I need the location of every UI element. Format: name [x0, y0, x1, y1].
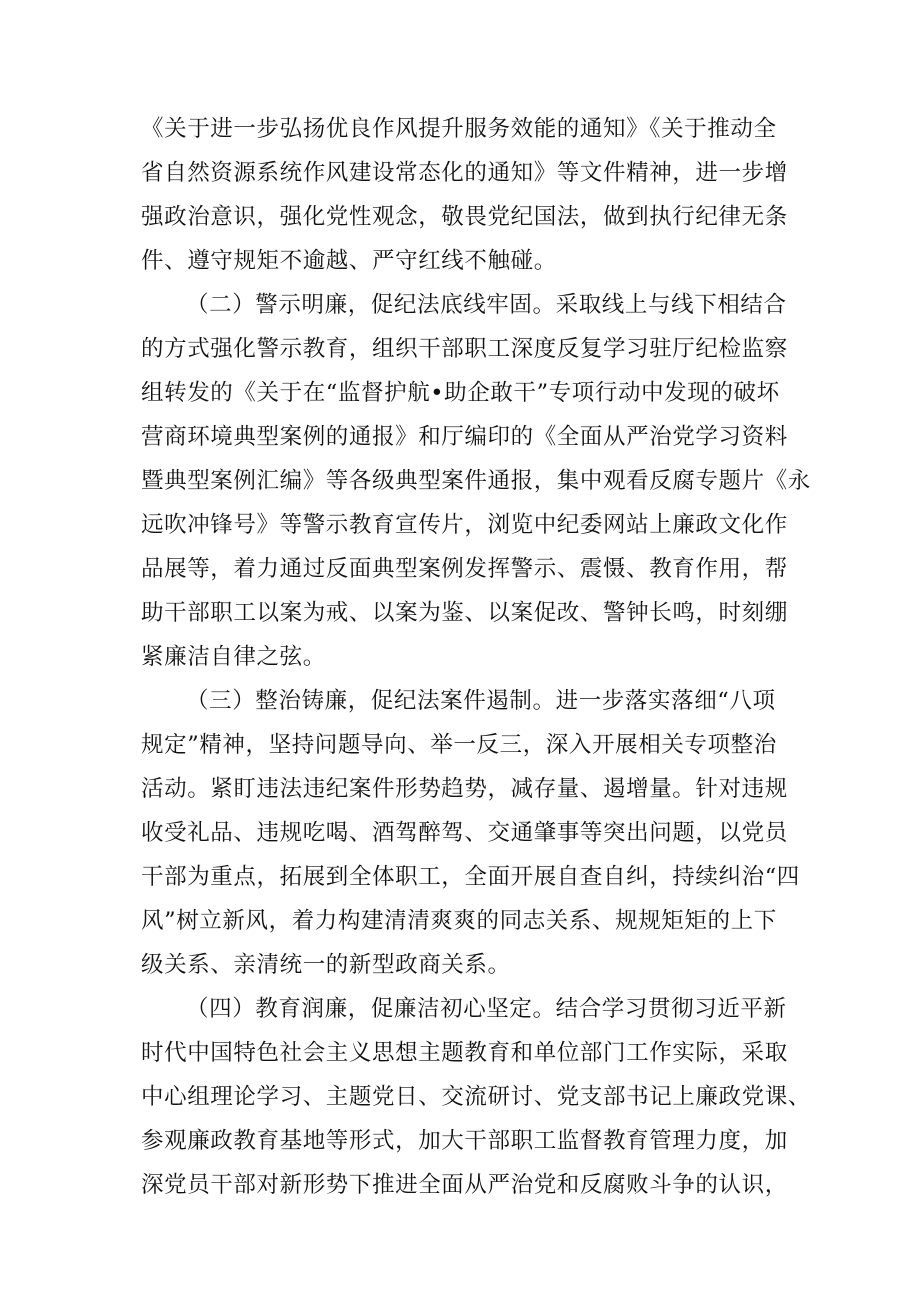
section-heading-line: （四）教育润廉，促廉洁初心坚定。结合学习贯彻习近平新: [186, 996, 787, 1022]
text-line: 强政治意识，强化党性观念，敬畏党纪国法，做到执行纪律无条: [141, 204, 788, 230]
text-line: 紧廉洁自律之弦。: [141, 644, 326, 670]
text-line: 省自然资源系统作风建设常态化的通知》等文件精神，进一步增: [141, 160, 788, 186]
text-line: 暨典型案例汇编》等各级典型案件通报，集中观看反腐专题片《永: [141, 468, 811, 494]
text-line: 远吹冲锋号》等警示教育宣传片，浏览中纪委网站上廉政文化作: [141, 512, 788, 538]
text-line: 级关系、亲清统一的新型政商关系。: [141, 952, 511, 978]
text-line: 营商环境典型案例的通报》和厅编印的《全面从严治党学习资料: [141, 424, 788, 450]
text-line: 收受礼品、违规吃喝、酒驾醉驾、交通肇事等突出问题，以党员: [141, 820, 788, 846]
text-line: 组转发的《关于在“监督护航•助企敢干”专项行动中发现的破坏: [141, 380, 780, 406]
section-heading-line: （二）警示明廉，促纪法底线牢固。采取线上与线下相结合: [186, 292, 787, 318]
text-line: 的方式强化警示教育，组织干部职工深度反复学习驻厅纪检监察: [141, 336, 788, 362]
text-line: 活动。紧盯违法违纪案件形势趋势，减存量、遏增量。针对违规: [141, 776, 788, 802]
text-line: 《关于进一步弘扬优良作风提升服务效能的通知》《关于推动全: [141, 116, 777, 142]
text-line: 干部为重点，拓展到全体职工，全面开展自查自纠，持续纠治“四: [141, 864, 800, 890]
text-line: 时代中国特色社会主义思想主题教育和单位部门工作实际，采取: [141, 1040, 788, 1066]
text-line: 参观廉政教育基地等形式，加大干部职工监督教育管理力度，加: [141, 1128, 788, 1154]
text-line: 助干部职工以案为戒、以案为鉴、以案促改、警钟长鸣，时刻绷: [141, 600, 788, 626]
text-line: 件、遵守规矩不逾越、严守红线不触碰。: [141, 248, 557, 274]
text-line: 中心组理论学习、主题党日、交流研讨、党支部书记上廉政党课、: [141, 1084, 811, 1110]
text-line: 规定”精神，坚持问题导向、举一反三，深入开展相关专项整治: [141, 732, 777, 758]
text-line: 品展等，着力通过反面典型案例发挥警示、震慑、教育作用，帮: [141, 556, 788, 582]
section-heading-line: （三）整治铸廉，促纪法案件遏制。进一步落实落细“八项: [186, 688, 776, 714]
text-line: 风”树立新风，着力构建清清爽爽的同志关系、规规矩矩的上下: [141, 908, 777, 934]
text-line: 深党员干部对新形势下推进全面从严治党和反腐败斗争的认识，: [141, 1172, 788, 1198]
